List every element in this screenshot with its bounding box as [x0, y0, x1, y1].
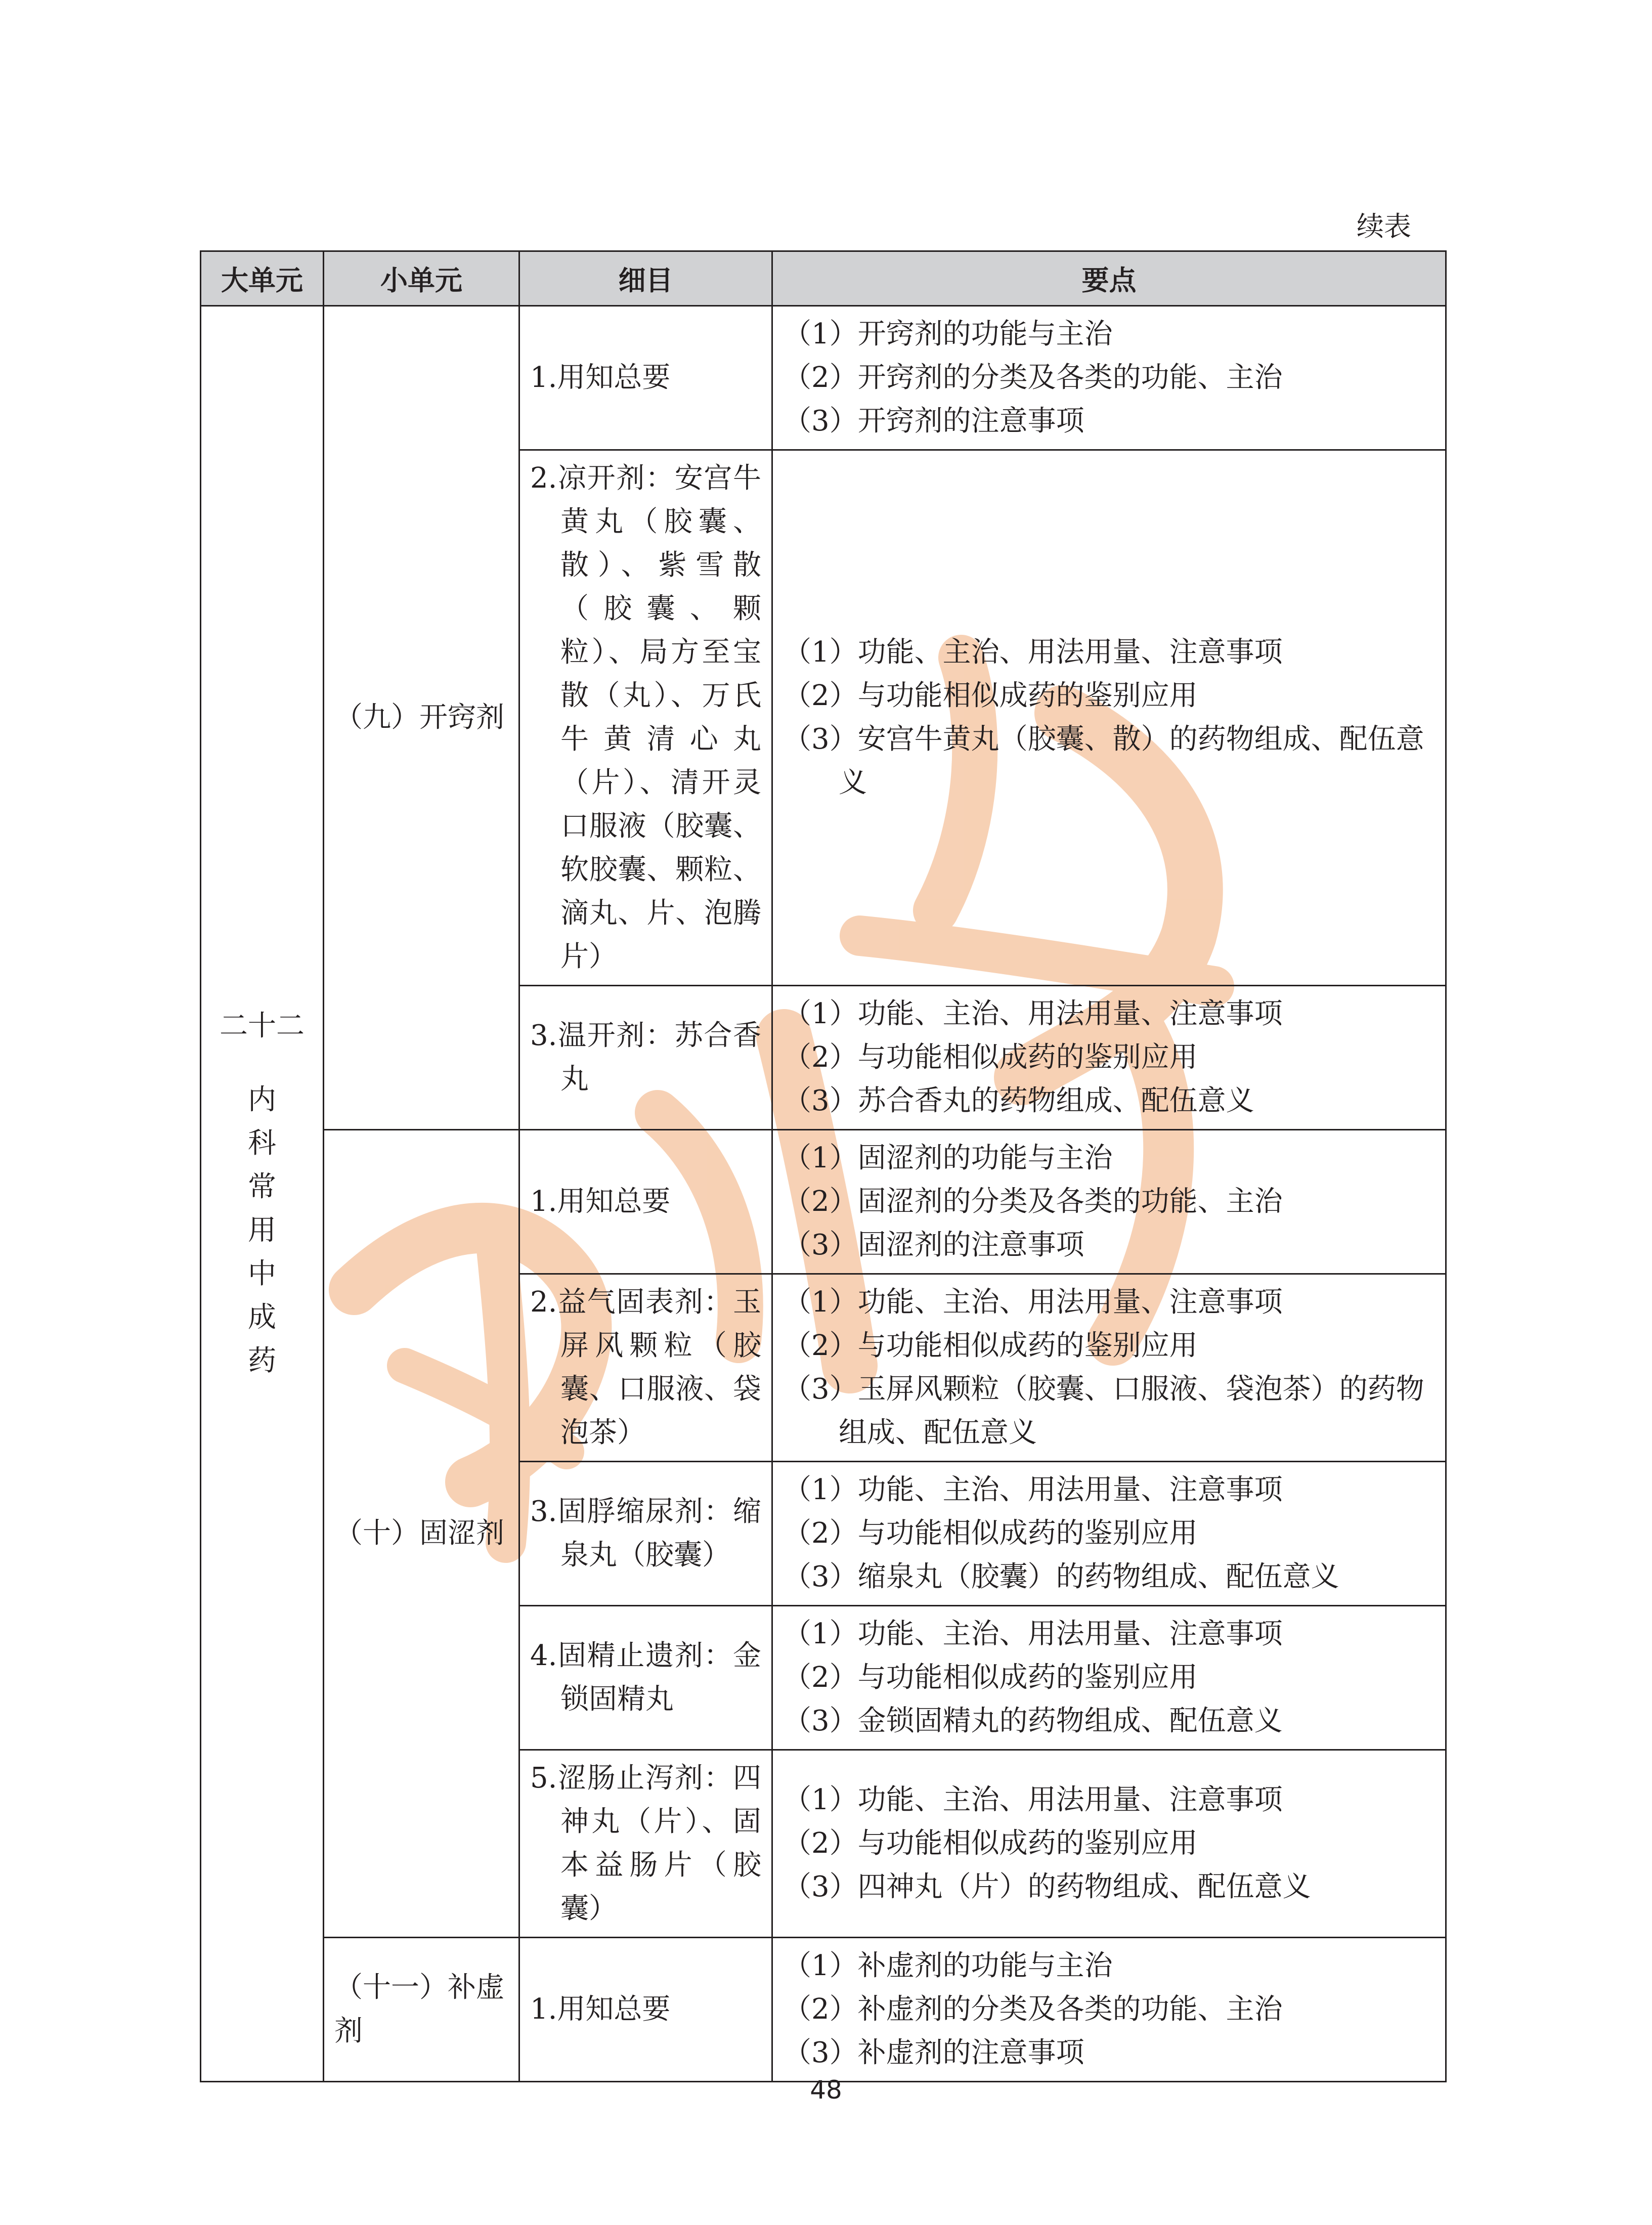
- item-cell: [519, 306, 772, 450]
- big-unit-number: 二十二: [220, 1010, 305, 1042]
- key-point: （2）与功能相似成药的鉴别应用: [783, 1661, 1198, 1694]
- item-cell: [519, 450, 772, 986]
- key-point: （2）固涩剂的分类及各类的功能、主治: [783, 1185, 1283, 1218]
- sub-unit-cell: [324, 306, 519, 1130]
- key-point: （3）缩泉丸（胶囊）的药物组成、配伍意义: [783, 1560, 1339, 1593]
- item-text: 1.用知总要: [530, 1993, 671, 2026]
- item-cell: [519, 1750, 772, 1938]
- points-cell: [772, 1606, 1446, 1750]
- key-point: （2）与功能相似成药的鉴别应用: [783, 679, 1198, 712]
- item-cell: [519, 1606, 772, 1750]
- sub-unit-name: （十）固涩剂: [334, 1517, 504, 1550]
- table-row: [201, 306, 1446, 450]
- key-point: （2）与功能相似成药的鉴别应用: [783, 1517, 1198, 1550]
- item-text: 3.温开剂：苏合香丸: [530, 1019, 761, 1096]
- syllabus-table: [200, 250, 1447, 2082]
- key-point: （3）固涩剂的注意事项: [783, 1229, 1084, 1261]
- key-point: （1）补虚剂的功能与主治: [783, 1949, 1113, 1982]
- key-point: （3）金锁固精丸的药物组成、配伍意义: [783, 1705, 1283, 1737]
- page-number: 48: [810, 2075, 842, 2105]
- key-point: （1）功能、主治、用法用量、注意事项: [783, 997, 1283, 1030]
- header-big-unit: 大单元: [201, 251, 324, 306]
- points-cell: [772, 1938, 1446, 2082]
- points-cell: [772, 1750, 1446, 1938]
- key-point: （2）与功能相似成药的鉴别应用: [783, 1329, 1198, 1362]
- item-text: 4.固精止遗剂：金锁固精丸: [530, 1639, 761, 1716]
- item-cell: [519, 1462, 772, 1606]
- points-cell: [772, 1274, 1446, 1462]
- item-text: 1.用知总要: [530, 361, 671, 394]
- key-point: （1）开窍剂的功能与主治: [783, 318, 1113, 351]
- key-point: （1）功能、主治、用法用量、注意事项: [783, 1783, 1283, 1816]
- key-point: （1）功能、主治、用法用量、注意事项: [783, 1286, 1283, 1319]
- item-text: 2.凉开剂：安宫牛黄丸（胶囊、散）、紫雪散（胶囊、颗粒）、局方至宝散（丸）、万氏牛黄清心丸（片）、清开灵口服液（胶囊、软胶囊、颗粒、滴丸、片、泡腾片）: [530, 462, 761, 973]
- key-point: （3）玉屏风颗粒（胶囊、口服液、袋泡茶）的药物组成、配伍意义: [783, 1373, 1424, 1449]
- key-point: （1）功能、主治、用法用量、注意事项: [783, 1618, 1283, 1650]
- header-key-points: 要点: [772, 251, 1446, 306]
- item-text: 3.固脬缩尿剂：缩泉丸（胶囊）: [530, 1495, 761, 1572]
- header-sub-unit: 小单元: [324, 251, 519, 306]
- item-text: 1.用知总要: [530, 1185, 671, 1218]
- key-point: （3）四神丸（片）的药物组成、配伍意义: [783, 1870, 1311, 1903]
- key-point: （1）固涩剂的功能与主治: [783, 1142, 1113, 1174]
- item-cell: [519, 1130, 772, 1274]
- key-point: （2）与功能相似成药的鉴别应用: [783, 1827, 1198, 1860]
- key-point: （3）苏合香丸的药物组成、配伍意义: [783, 1084, 1254, 1117]
- key-point: （3）安宫牛黄丸（胶囊、散）的药物组成、配伍意义: [783, 723, 1424, 799]
- big-unit-name: 内科常用中成药: [248, 1083, 276, 1377]
- key-point: （2）补虚剂的分类及各类的功能、主治: [783, 1993, 1283, 2026]
- key-point: （1）功能、主治、用法用量、注意事项: [783, 1473, 1283, 1506]
- points-cell: [772, 450, 1446, 986]
- sub-unit-name: （十一）补虚剂: [334, 1971, 504, 2047]
- key-point: （3）开窍剂的注意事项: [783, 405, 1084, 438]
- sub-unit-cell: [324, 1130, 519, 1938]
- big-unit-cell: [201, 306, 324, 2082]
- points-cell: [772, 1462, 1446, 1606]
- key-point: （2）开窍剂的分类及各类的功能、主治: [783, 361, 1283, 394]
- key-point: （3）补虚剂的注意事项: [783, 2036, 1084, 2069]
- key-point: （1）功能、主治、用法用量、注意事项: [783, 636, 1283, 669]
- item-cell: [519, 1938, 772, 2082]
- header-item: 细目: [519, 251, 772, 306]
- table-header-row: [201, 251, 1446, 306]
- points-cell: [772, 1130, 1446, 1274]
- item-text: 2.益气固表剂：玉屏风颗粒（胶囊、口服液、袋泡茶）: [530, 1286, 761, 1449]
- item-text: 5.涩肠止泻剂：四神丸（片）、固本益肠片（胶囊）: [530, 1762, 761, 1925]
- sub-unit-cell: [324, 1938, 519, 2082]
- points-cell: [772, 306, 1446, 450]
- continued-label: 续表: [1357, 210, 1411, 242]
- points-cell: [772, 986, 1446, 1130]
- item-cell: [519, 1274, 772, 1462]
- key-point: （2）与功能相似成药的鉴别应用: [783, 1041, 1198, 1074]
- item-cell: [519, 986, 772, 1130]
- table-row: [201, 1938, 1446, 2082]
- sub-unit-name: （九）开窍剂: [334, 701, 504, 734]
- table-row: [201, 1130, 1446, 1274]
